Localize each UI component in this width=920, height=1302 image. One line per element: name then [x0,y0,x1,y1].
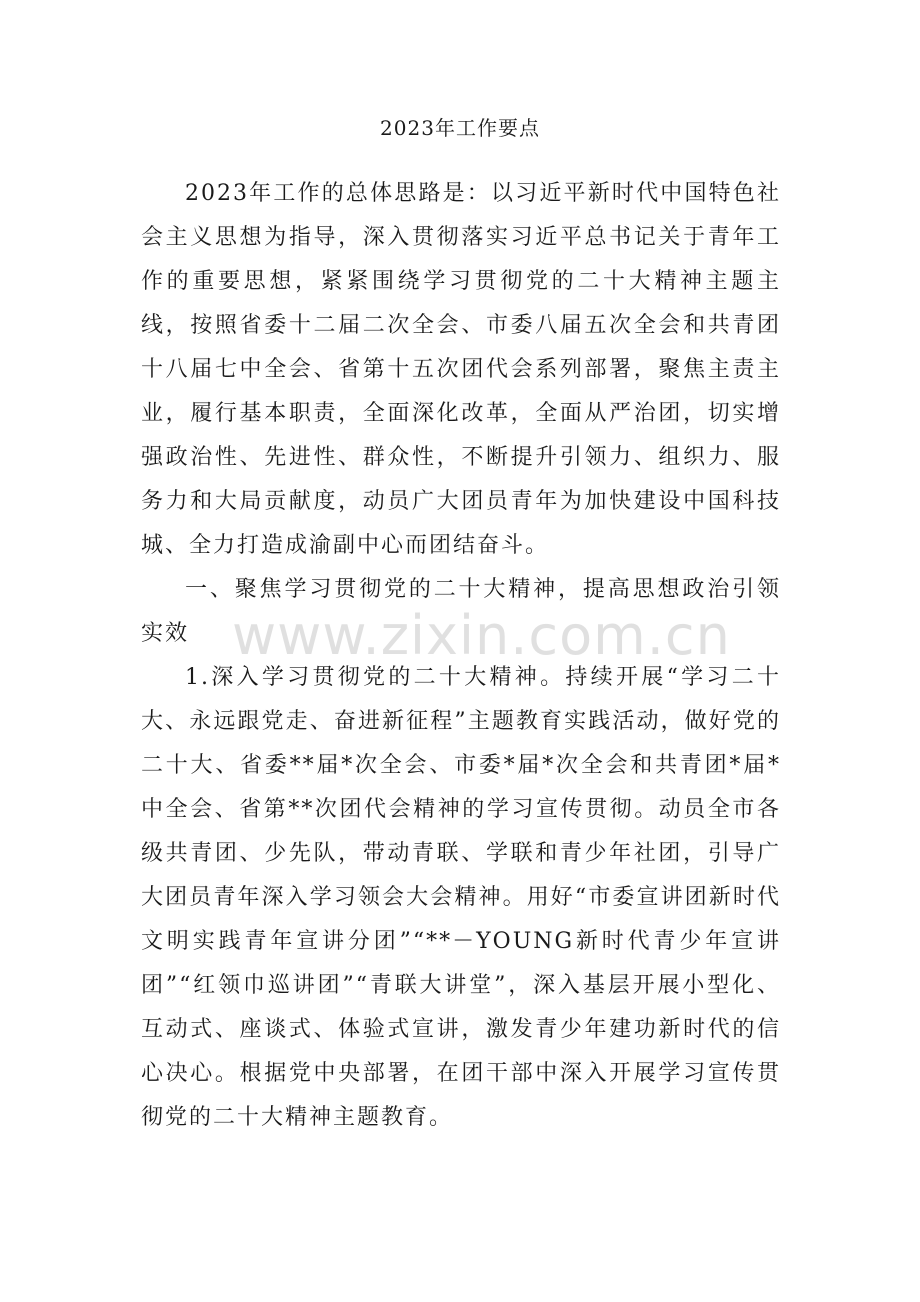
watermark: www.zixin.com.cn [232,604,731,667]
paragraph-overall-approach: 2023年工作的总体思路是：以习近平新时代中国特色社会主义思想为指导，深入贯彻落实习近平总书记关于青年工作的重要思想，紧紧围绕学习贯彻党的二十大精神主题主线，按照省委十二届二次全会、市委八届五次全会和共青团十八届七中全会、省第十五次团代会系列部署，聚焦主责主业，履行基本职责，全面深化改革，全面从严治团，切实增强政治性、先进性、群众性，不断提升引领力、组织力、服务力和大局贡献度，动员广大团员青年为加快建设中国科技城、全力打造成渝副中心而团结奋斗。 [141,181,781,558]
document-body [141,172,781,1140]
section-heading-one: 一、聚焦学习贯彻党的二十大精神，提高思想政治引领实效 [141,577,781,646]
document-title: 2023年工作要点 [380,116,540,140]
paragraph-item-one: 1.深入学习贯彻党的二十大精神。持续开展“学习二十大、永远跟党走、奋进新征程”主题教育实践活动，做好党的二十大、省委**届*次全会、市委*届*次全会和共青团*届*中全会、省第**次团代会精神的学习宣传贯彻。动员全市各级共青团、少先队，带动青联、学联和青少年社团，引导广大团员青年深入学习领会大会精神。用好“市委宣讲团新时代文明实践青年宣讲分团”“**－YOUNG新时代青少年宣讲团”“红领巾巡讲团”“青联大讲堂”，深入基层开展小型化、互动式、座谈式、体验式宣讲，激发青少年建功新时代的信心决心。根据党中央部署，在团干部中深入开展学习宣传贯彻党的二十大精神主题教育。 [141,665,781,1130]
